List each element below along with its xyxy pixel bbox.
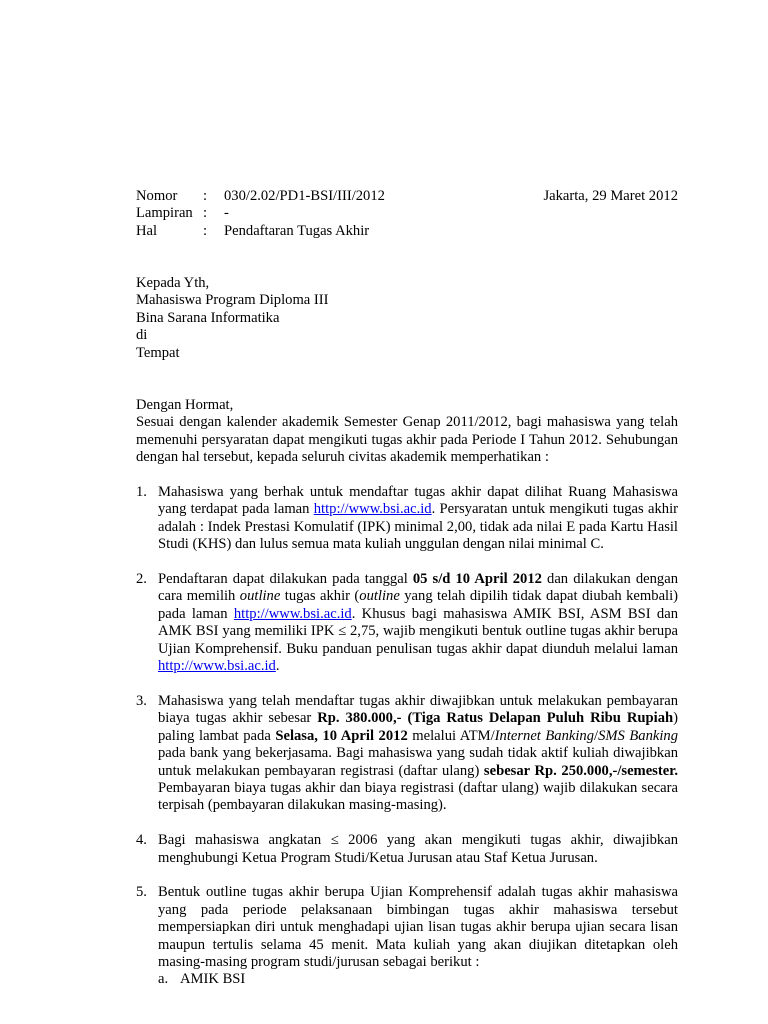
letter-header [136,188,678,240]
hal-row [136,223,678,240]
item-italic-text: SMS Banking [598,727,679,744]
list-item [136,832,678,867]
item-text: yang telah dipilih tidak dapat diubah kembali) pada laman [158,588,679,622]
item-number: 1. [136,484,147,501]
item-bold-text: Rp. 380.000,- (Tiga Ratus Delapan Puluh Ribu Rupiah [317,710,674,727]
colon: : [203,222,208,239]
bsi-link[interactable]: http://www.bsi.ac.id [313,501,432,518]
recipient-line: Mahasiswa Program Diploma III [136,292,329,309]
lampiran-row [136,205,678,222]
intro-paragraph: Sesuai dengan kalender akademik Semester Genap 2011/2012, bagi mahasiswa yang telah memenuhi persyaratan dapat mengikuti tugas akhir pada Periode I Tahun 2012. Sehubungan dengan hal tersebut, kepada seluruh civitas akademik memperhatikan : [136,414,678,466]
item-text: . Khusus bagi mahasiswa AMIK BSI, ASM BSI dan AMK BSI yang memiliki IPK ≤ 2,75, wajib mengikuti bentuk outline tugas akhir berupa Ujian Komprehensif. Buku panduan penulisan tugas akhir dapat diunduh melalui laman [158,605,678,657]
item-text: pada bank yang bekerjasama. Bagi mahasiswa yang sudah tidak aktif kuliah diwajibkan untuk melakukan pembayaran registrasi (daftar ulang) [158,745,678,779]
bsi-link[interactable]: http://www.bsi.ac.id [158,658,276,675]
item-text: melalui ATM/ [407,727,495,744]
item-italic-text: Internet Banking [494,727,595,744]
item-text: ) paling lambat pada [158,710,678,744]
item-italic-text: outline [239,588,281,605]
sub-item-text: AMIK BSI [180,971,246,988]
item-bold-text: Selasa, 10 April 2012 [275,727,408,744]
recipient-block [136,275,678,362]
numbered-list [136,484,678,989]
item-text: . [275,658,280,675]
hal-label: Hal [136,222,158,239]
item-text: tugas akhir ( [280,588,360,605]
item-text: / [594,727,599,744]
recipient-line: Bina Sarana Informatika [136,309,280,326]
list-item [136,484,678,554]
item-text: Pembayaran biaya tugas akhir dan biaya registrasi (daftar ulang) wajib dilakukan secara terpisah (pembayaran dilakukan masing-masing). [158,779,678,814]
item-number: 2. [136,571,147,588]
hal-value: Pendaftaran Tugas Akhir [224,222,370,239]
item-text: Mahasiswa yang telah mendaftar tugas akhir diwajibkan untuk melakukan pembayaran biaya tugas akhir sebesar [158,692,678,727]
sub-item-marker: a. [158,971,169,988]
item-bold-text: sebesar Rp. 250.000,-/semester. [483,762,678,779]
item-text: . Persyaratan untuk mengikuti tugas akhir adalah : Indek Prestasi Komulatif (IPK) minimal 2,00, tidak ada nilai E pada Kartu Hasil Studi (KHS) dan lulus semua mata kuliah unggulan dengan nilai minimal C. [158,501,678,553]
item-text: dan dilakukan dengan cara memilih [158,571,679,605]
item-text: Bentuk outline tugas akhir berupa Ujian Komprehensif adalah tugas akhir mahasiswa yang pada periode pelaksanaan bimbingan tugas akhir mahasiswa tersebut mempersiapkan diri untuk menghadapi ujian lisan tugas akhir berupa ujian secara lisan maupun tertulis selama 45 menit. Mata kuliah yang akan diujikan ditetapkan oleh masing-masing program studi/jurusan sebagai berikut : [158,884,678,970]
letter-date: Jakarta, 29 Maret 2012 [543,188,678,204]
item-text: Mahasiswa yang berhak untuk mendaftar tugas akhir dapat dilihat Ruang Mahasiswa yang terdapat pada laman [158,484,678,518]
item-italic-text: outline [359,588,400,605]
letter-page [136,188,678,1006]
item-number: 3. [136,692,147,709]
greeting: Dengan Hormat, [136,397,234,414]
nomor-label: Nomor [136,188,178,204]
colon: : [203,205,208,222]
recipient-line: Tempat [136,344,180,361]
item-bold-text: 05 s/d 10 April 2012 [412,571,542,588]
list-item [136,884,678,988]
lampiran-label: Lampiran [136,205,193,222]
lampiran-value: - [224,205,229,222]
colon: : [203,188,208,204]
item-text: Bagi mahasiswa angkatan ≤ 2006 yang akan mengikuti tugas akhir, diwajibkan menghubungi Ketua Program Studi/Ketua Jurusan atau Staf Ketua Jurusan. [158,832,678,866]
nomor-value: 030/2.02/PD1-BSI/III/2012 [224,188,385,204]
recipient-line: di [136,327,148,344]
list-item [136,571,678,675]
item-text: Pendaftaran dapat dilakukan pada tanggal [158,571,413,588]
item-number: 5. [136,884,147,901]
sub-list-item [158,971,678,988]
recipient-line: Kepada Yth, [136,275,210,291]
bsi-link[interactable]: http://www.bsi.ac.id [233,605,352,622]
list-item [136,693,678,815]
item-number: 4. [136,832,147,849]
